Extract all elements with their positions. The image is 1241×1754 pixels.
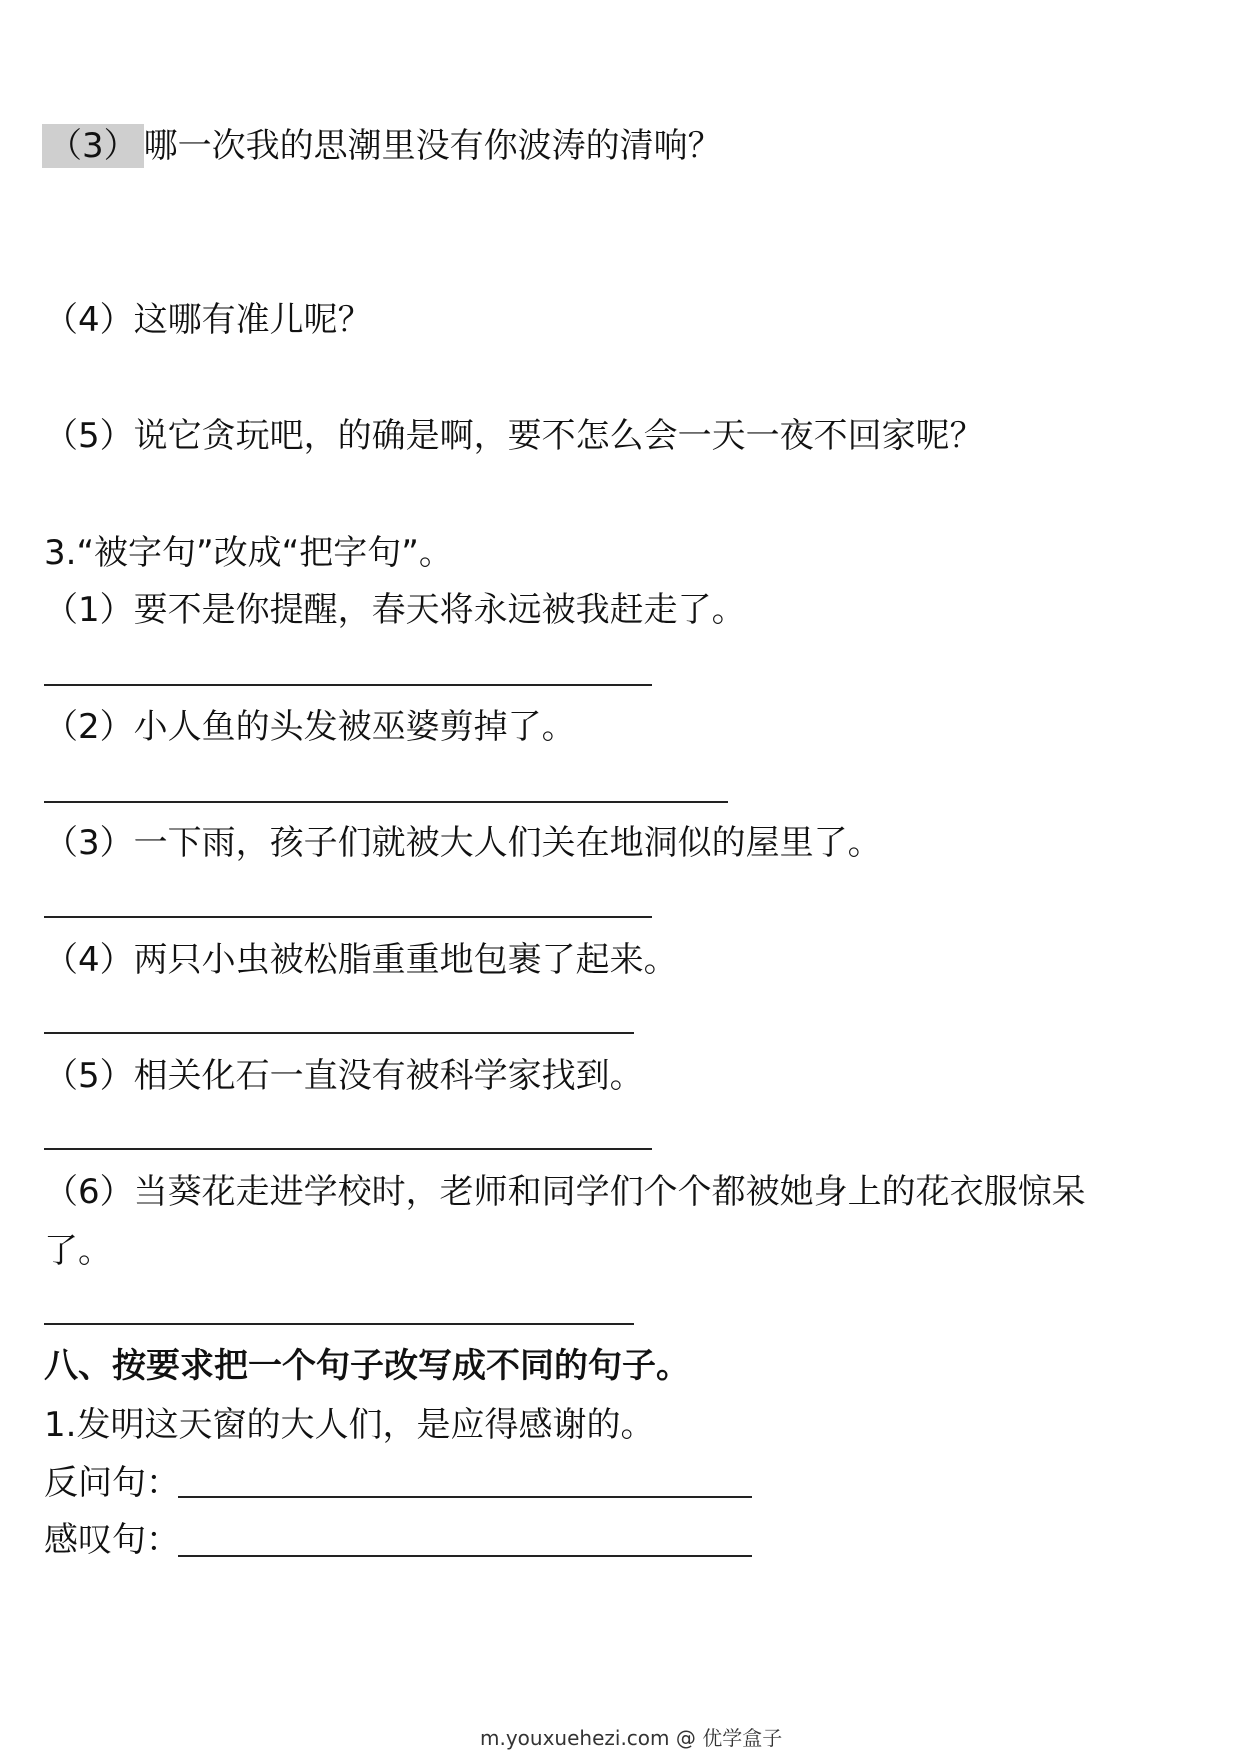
answer-line[interactable] (44, 684, 652, 686)
q3-item-1: （1）要不是你提醒，春天将永远被我赶走了。 (44, 590, 746, 630)
q2-item-5: （5）说它贪玩吧，的确是啊，要不怎么会一天一夜不回家呢？ (44, 416, 984, 456)
rhetorical-question-row (44, 1463, 180, 1503)
q3-item-6: （6）当葵花走进学校时，老师和同学们个个都被她身上的花衣服惊呆 (44, 1172, 1086, 1212)
answer-line[interactable] (44, 1323, 634, 1325)
answer-line[interactable] (178, 1496, 752, 1498)
q3-item-6-continued: 了。 (44, 1231, 112, 1271)
item-text: 哪一次我的思潮里没有你波涛的清响？ (143, 126, 722, 166)
rhetorical-label: 反问句： (44, 1463, 180, 1503)
item-number-highlight: （3） (42, 124, 144, 168)
question-3-title: 3.“被字句”改成“把字句”。 (44, 533, 453, 573)
exclamatory-label: 感叹句： (44, 1520, 180, 1560)
q3-item-2: （2）小人鱼的头发被巫婆剪掉了。 (44, 707, 576, 747)
section-heading: 八、按要求把一个句子改写成不同的句子。 (44, 1346, 690, 1386)
q3-item-4: （4）两只小虫被松脂重重地包裹了起来。 (44, 940, 678, 980)
answer-line[interactable] (44, 1148, 652, 1150)
q3-item-3: （3）一下雨，孩子们就被大人们关在地洞似的屋里了。 (44, 823, 882, 863)
answer-line[interactable] (44, 916, 652, 918)
q2-item-4: （4）这哪有准儿呢？ (44, 300, 372, 340)
answer-line[interactable] (44, 1032, 634, 1034)
q2-item-3 (44, 126, 722, 166)
part-8-question-1: 1.发明这天窗的大人们，是应得感谢的。 (44, 1405, 655, 1445)
exclamatory-sentence-row (44, 1520, 180, 1560)
answer-line[interactable] (178, 1555, 752, 1557)
answer-line[interactable] (44, 801, 728, 803)
watermark-footer: m.youxuehezi.com @ 优学盒子 (480, 1726, 783, 1750)
q3-item-5: （5）相关化石一直没有被科学家找到。 (44, 1056, 644, 1096)
